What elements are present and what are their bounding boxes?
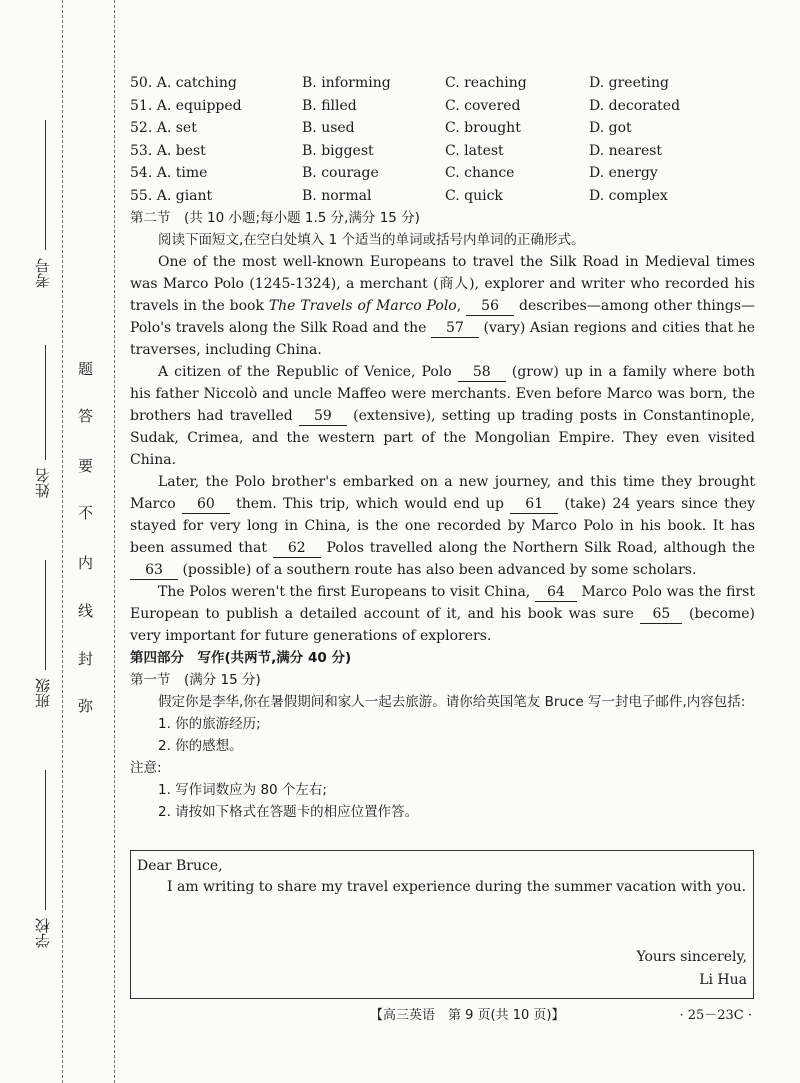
page-content (130, 72, 755, 823)
blank-65[interactable]: 65 (640, 605, 682, 624)
seal-char: 答 (78, 407, 94, 425)
letter-greeting: Dear Bruce, (137, 858, 223, 874)
note-2: 2. 请按如下格式在答题卡的相应位置作答。 (158, 804, 419, 820)
option-d: D. energy (589, 165, 658, 182)
option-a: 54. A. time (130, 165, 208, 182)
note-1: 1. 写作词数应为 80 个左右; (158, 782, 327, 798)
option-d: D. greeting (589, 75, 669, 92)
option-row (130, 162, 755, 185)
exam-code: · 25－23C · (679, 1008, 752, 1023)
options-table (130, 72, 755, 207)
seal-char: 内 (78, 554, 94, 572)
option-a: 53. A. best (130, 142, 206, 159)
option-b: B. normal (302, 187, 372, 204)
blank-56[interactable]: 56 (466, 297, 514, 316)
part4-section1: 第一节 (满分 15 分) (130, 672, 261, 688)
option-c: C. quick (445, 187, 503, 204)
option-c: C. brought (445, 120, 521, 137)
exam-no-line (45, 120, 46, 250)
letter-signature: Li Hua (699, 972, 747, 988)
option-b: B. informing (302, 75, 391, 92)
seal-char: 弥 (78, 697, 94, 715)
blank-58[interactable]: 58 (458, 363, 506, 382)
notes-label: 注意: (130, 760, 162, 776)
option-b: B. courage (302, 165, 379, 182)
seal-char: 不 (78, 504, 94, 522)
seal-char: 要 (78, 457, 94, 475)
option-a: 51. A. equipped (130, 97, 242, 114)
binding-margin (0, 0, 120, 1083)
writing-prompt: 假定你是李华,你在暑假期间和家人一起去旅游。请你给英国笔友 Bruce 写一封电子邮件,内容包括: (158, 694, 746, 710)
option-d: D. nearest (589, 142, 663, 159)
letter-closing: Yours sincerely, (636, 949, 747, 965)
part4-heading: 第四部分 写作(共两节,满分 40 分) (130, 650, 352, 666)
option-c: C. covered (445, 97, 521, 114)
option-c: C. chance (445, 165, 515, 182)
letter-template-box (130, 850, 754, 999)
option-row (130, 185, 755, 208)
passage-paragraph-2: A citizen of the Republic of Venice, Polo 58 (grow) up in a family where both his father Niccolò and uncle Maffeo were merchants. Even before Marco was born, the brothers had travelled 59 (extensive), setting up trading posts in Constantinople, Sudak, Crimea, and the western part of the Mongolian Empire. They even visited China. (130, 364, 756, 468)
seal-line (114, 0, 115, 1083)
blank-64[interactable]: 64 (535, 583, 577, 602)
option-row (130, 117, 755, 140)
section2-instruction: 阅读下面短文,在空白处填入 1 个适当的单词或括号内单词的正确形式。 (158, 232, 585, 248)
class-label: 班级 (34, 678, 52, 708)
seal-char: 封 (78, 650, 94, 668)
section2-heading: 第二节 (共 10 小题;每小题 1.5 分,满分 15 分) (130, 210, 420, 226)
option-a: 52. A. set (130, 120, 197, 137)
page-number: 【高三英语 第 9 页(共 10 页)】 (370, 1008, 565, 1023)
name-label: 姓名 (34, 468, 52, 498)
option-row (130, 72, 755, 95)
passage-paragraph-1: One of the most well-known Europeans to travel the Silk Road in Medieval times was Marco Polo (1245-1324), a merchant (商人), explorer and writer who recorded his travels in the book The Travels of Marco Polo, 56 describes—among other things—Polo's travels along the Silk Road and the 57 (vary) Asian regions and cities that he traverses, including China. (130, 254, 756, 358)
exam-no-label: 考号 (34, 258, 52, 288)
option-d: D. got (589, 120, 632, 137)
option-c: C. latest (445, 142, 504, 159)
school-line (45, 770, 46, 910)
passage-paragraph-4: The Polos weren't the first Europeans to visit China, 64 Marco Polo was the first European to publish a detailed account of it, and his book was sure 65 (become) very important for future generations of explorers. (130, 584, 755, 644)
class-line (45, 560, 46, 670)
option-b: B. biggest (302, 142, 374, 159)
seal-char: 线 (78, 602, 94, 620)
blank-61[interactable]: 61 (510, 495, 558, 514)
blank-57[interactable]: 57 (431, 319, 479, 338)
blank-63[interactable]: 63 (130, 561, 178, 580)
letter-opening: I am writing to share my travel experience during the summer vacation with you. (167, 879, 747, 895)
seal-char: 题 (78, 360, 94, 378)
option-d: D. complex (589, 187, 668, 204)
blank-60[interactable]: 60 (182, 495, 230, 514)
prompt-item-1: 1. 你的旅游经历; (158, 716, 261, 732)
option-d: D. decorated (589, 97, 681, 114)
school-label: 学校 (34, 918, 52, 948)
book-title: The Travels of Marco Polo (268, 298, 457, 314)
fold-line (62, 0, 63, 1083)
name-line (45, 345, 46, 460)
option-b: B. used (302, 120, 355, 137)
option-a: 55. A. giant (130, 187, 213, 204)
blank-59[interactable]: 59 (299, 407, 347, 426)
prompt-item-2: 2. 你的感想。 (158, 738, 243, 754)
page-footer (130, 1004, 752, 1026)
option-row (130, 95, 755, 118)
option-b: B. filled (302, 97, 357, 114)
option-c: C. reaching (445, 75, 527, 92)
blank-62[interactable]: 62 (273, 539, 321, 558)
option-a: 50. A. catching (130, 75, 237, 92)
passage-paragraph-3: Later, the Polo brother's embarked on a new journey, and this time they brought Marco 60 them. This trip, which would end up 61 (take) 24 years since they stayed for very long in China, is the one recorded by Marco Polo in his book. It has been assumed that 62 Polos travelled along the Northern Silk Road, although the 63 (possible) of a southern route has also been advanced by some scholars. (130, 474, 755, 578)
option-row (130, 140, 755, 163)
